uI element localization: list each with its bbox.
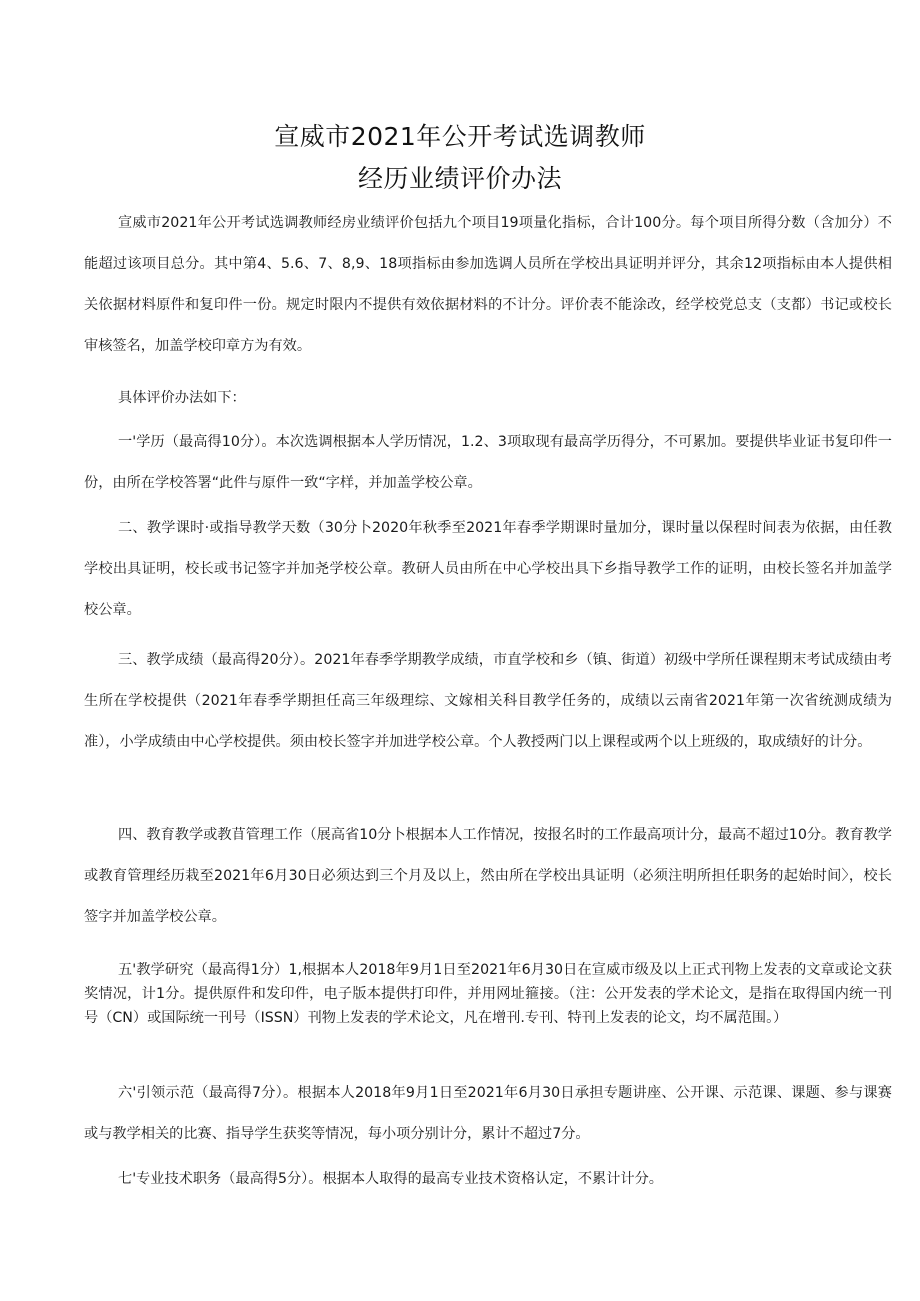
document-title-line2: 经历业绩评价办法	[357, 164, 562, 193]
paragraph-item-7: 七'专业技术职务（最高得5分）。根据本人取得的最高专业技术资格认定，不累计计分。	[118, 1171, 663, 1187]
paragraph-item-5: 五'教学研究（最高得1分）1,根据本人2018年9月1日至2021年6月30日在宣威市级及以上正式刊物上发表的文章或论文获奖情况，计1分。提供原件和发印件，电子版本提供打印件，并用网址箍接。（注：公开发表的学术论文，是指在取得国内统一刊号（CN）或国际统一刊号（ISSN）刊物上发表的学术论文，凡在增刊.专刊、特刊上发表的论文，均不属范围。）	[84, 962, 892, 1026]
paragraph-item-3: 三、教学成绩（最高得20分）。2021年春季学期教学成绩，市直学校和乡（镇、街道）初级中学所任课程期末考试成绩由考生所在学校提供（2021年春季学期担任高三年级理综、文嫁相关科目教学任务的，成绩以云南省2021年第一次省统测成绩为准），小学成绩由中心学校提供。须由校长签字并加进学校公章。个人教授两门以上课程或两个以上班级的，取成绩好的计分。	[84, 652, 892, 750]
paragraph-item-6: 六'引领示范（最高得7分）。根据本人2018年9月1日至2021年6月30日承担专题讲座、公开课、示范课、课题、参与课赛或与教学相关的比赛、指导学生获奖等情况，每小项分别计分，累计不超过7分。	[84, 1085, 892, 1142]
paragraph-intro: 宣威市2021年公开考试选调教师经房业绩评价包括九个项目19项量化指标，合计100分。每个项目所得分数（含加分）不能超过该项目总分。其中第4、5.6、7、8,9、18项指标由参加选调人员所在学校出具证明并评分，其余12项指标由本人提供相关依据材料原件和复印件一份。规定时限内不提供有效依据材料的不计分。评价表不能涂改，经学校党总支（支都）书记或校长审核签名，加盖学校印章方为有效。	[84, 215, 892, 354]
document-title-line1: 宣威市2021年公开考试选调教师	[274, 122, 646, 151]
paragraph-item-4: 四、教育教学或教苜管理工作（展高省10分卜根据本人工作情况，按报名时的工作最高项计分，最高不超过10分。教育教学或教育管理经历栽至2021年6月30日必须达到三个月及以上，然由所在学校出具证明（必须注明所担任职务的起始时间〉，校长签字并加盖学校公章。	[84, 827, 892, 925]
paragraph-item-2: 二、教学课时·或指导教学天数（30分卜2020年秋季至2021年春季学期课时量加分，课时量以保程时间表为依据，由任教学校出具证明，校长或书记签字并加尧学校公章。教研人员由所在中心学校出具下乡指导教学工作的证明，由校长签名并加盖学校公章。	[84, 520, 892, 618]
paragraph-item-1: 一'学历（最高得10分）。本次选调根据本人学历情况，1.2、3项取现有最高学历得分，不可累加。要提供毕业证书复印件一份，由所在学校答署“此件与原件一致“字样，并加盖学校公章。	[84, 434, 892, 491]
paragraph-method-heading: 具体评价办法如下：	[118, 390, 246, 406]
